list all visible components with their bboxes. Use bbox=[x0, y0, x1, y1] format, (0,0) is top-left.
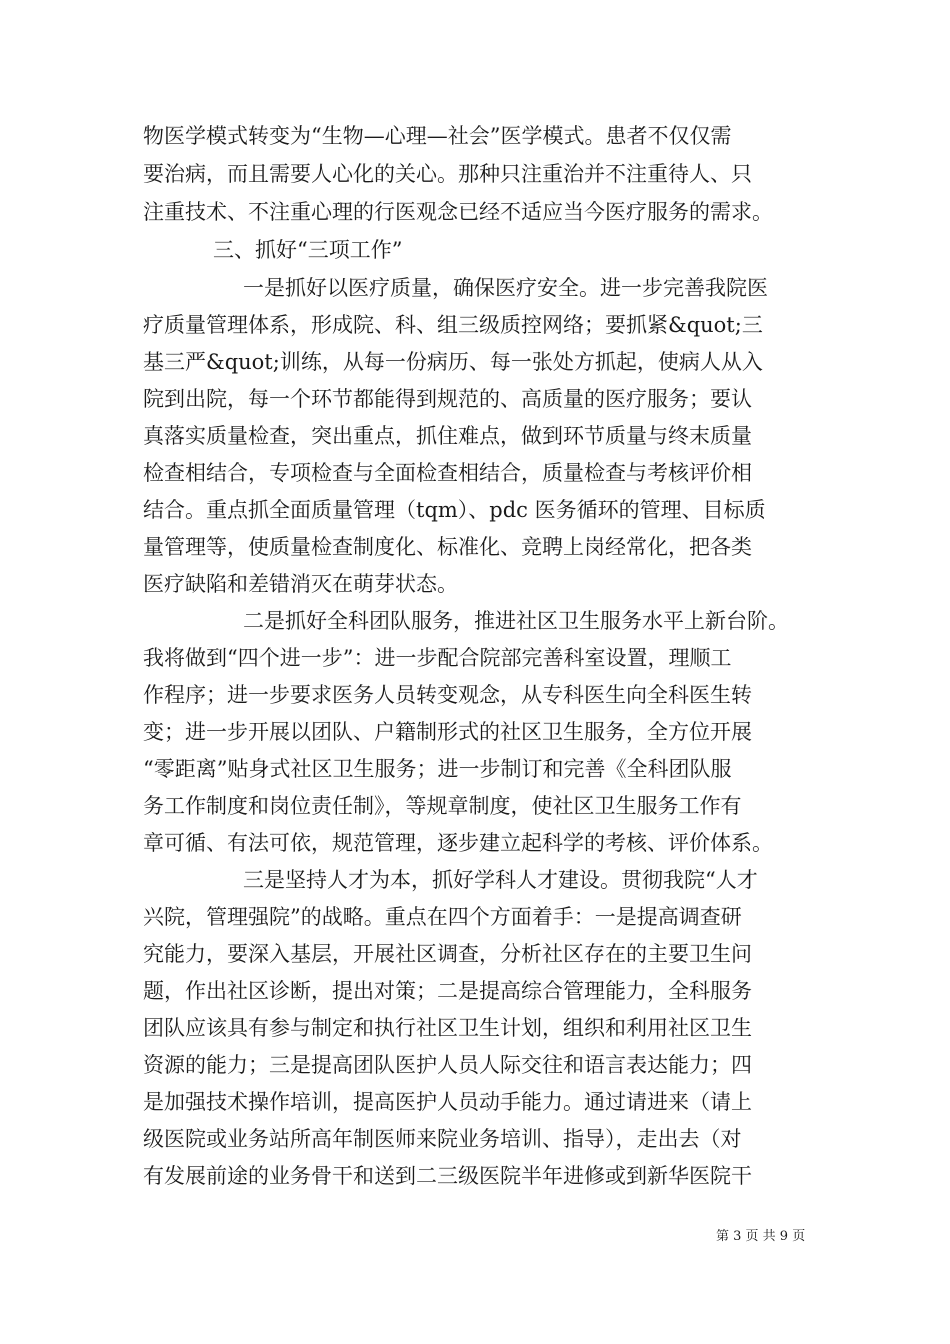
text-line: 是加强技术操作培训，提高医护人员动手能力。通过请进来（请上 bbox=[143, 1090, 752, 1114]
text-line: 基三严&quot;训练，从每一份病历、每一张处方抓起，使病人从入 bbox=[143, 350, 763, 374]
text-line: 资源的能力；三是提高团队医护人员人际交往和语言表达能力；四 bbox=[143, 1053, 752, 1077]
text-line: 检查相结合，专项检查与全面检查相结合，质量检查与考核评价相 bbox=[143, 461, 752, 485]
text-line: 务工作制度和岗位责任制》，等规章制度，使社区卫生服务工作有 bbox=[143, 794, 742, 818]
section-heading: 三、抓好“三项工作” bbox=[213, 238, 403, 262]
text-line: 作程序；进一步要求医务人员转变观念，从专科医生向全科医生转 bbox=[143, 683, 752, 707]
text-line: 团队应该具有参与制定和执行社区卫生计划，组织和利用社区卫生 bbox=[143, 1016, 752, 1040]
text-line: 变；进一步开展以团队、户籍制形式的社区卫生服务，全方位开展 bbox=[143, 720, 752, 744]
page-number: 第 3 页 共 9 页 bbox=[716, 1229, 806, 1244]
text-line: 要治病，而且需要人心化的关心。那种只注重治并不注重待人、只 bbox=[143, 162, 752, 186]
text-line: 我将做到“四个进一步”：进一步配合院部完善科室设置，理顺工 bbox=[143, 646, 732, 670]
text-line: 疗质量管理体系，形成院、科、组三级质控网络；要抓紧&quot;三 bbox=[143, 313, 763, 337]
text-line: 究能力，要深入基层，开展社区调查，分析社区存在的主要卫生问 bbox=[143, 942, 752, 966]
text-line: 级医院或业务站所高年制医师来院业务培训、指导），走出去（对 bbox=[143, 1127, 742, 1151]
text-line: 结合。重点抓全面质量管理（tqm）、pdc 医务循环的管理、目标质 bbox=[143, 498, 766, 522]
text-line: 有发展前途的业务骨干和送到二三级医院半年进修或到新华医院干 bbox=[143, 1164, 752, 1188]
paragraph-first-line: 一是抓好以医疗质量，确保医疗安全。进一步完善我院医 bbox=[243, 276, 768, 300]
text-line: 真落实质量检查，突出重点，抓住难点，做到环节质量与终末质量 bbox=[143, 424, 752, 448]
text-line: 量管理等，使质量检查制度化、标准化、竞聘上岗经常化，把各类 bbox=[143, 535, 752, 559]
text-line: 章可循、有法可依，规范管理，逐步建立起科学的考核、评价体系。 bbox=[143, 831, 773, 855]
paragraph-first-line: 三是坚持人才为本，抓好学科人才建设。贯彻我院“人才 bbox=[243, 868, 758, 892]
paragraph-first-line: 二是抓好全科团队服务，推进社区卫生服务水平上新台阶。 bbox=[243, 609, 789, 633]
text-line: 医疗缺陷和差错消灭在萌芽状态。 bbox=[143, 572, 458, 596]
text-line: “零距离”贴身式社区卫生服务；进一步制订和完善《全科团队服 bbox=[143, 757, 732, 781]
text-line: 院到出院，每一个环节都能得到规范的、高质量的医疗服务；要认 bbox=[143, 387, 752, 411]
text-line: 兴院，管理强院”的战略。重点在四个方面着手：一是提高调查研 bbox=[143, 905, 742, 929]
text-line: 题，作出社区诊断，提出对策；二是提高综合管理能力，全科服务 bbox=[143, 979, 752, 1003]
text-line: 物医学模式转变为“生物—心理—社会”医学模式。患者不仅仅需 bbox=[143, 124, 732, 148]
text-line: 注重技术、不注重心理的行医观念已经不适应当今医疗服务的需求。 bbox=[143, 200, 773, 224]
